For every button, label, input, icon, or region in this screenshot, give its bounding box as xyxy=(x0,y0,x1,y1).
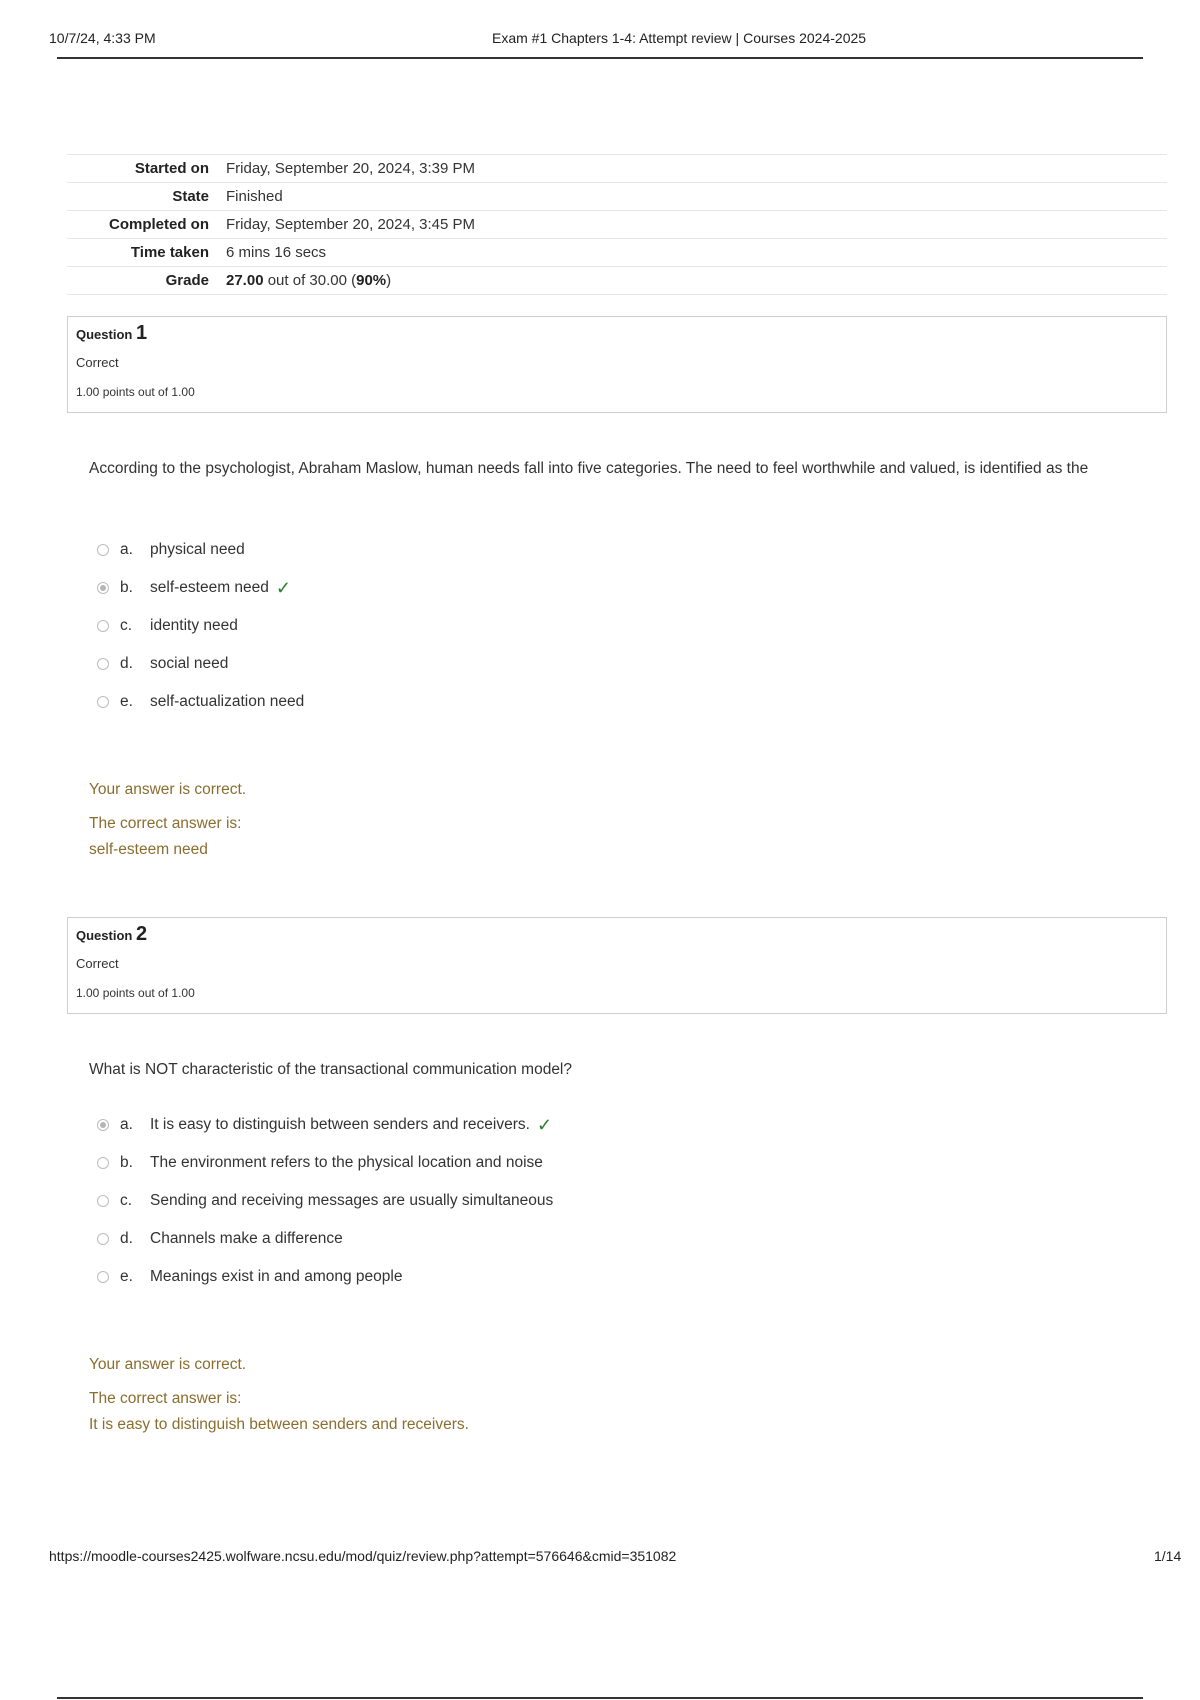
option-letter: c. xyxy=(120,617,133,634)
summary-row-time-taken xyxy=(67,238,1167,266)
option-letter: d. xyxy=(120,1230,133,1247)
print-title: Exam #1 Chapters 1-4: Attempt review | Courses 2024-2025 xyxy=(492,30,867,46)
correct-answer-value: It is easy to distinguish between senders and receivers. xyxy=(89,1416,469,1433)
radio-button-selected[interactable] xyxy=(97,582,109,594)
option-text: Sending and receiving messages are usually simultaneous xyxy=(150,1192,554,1209)
summary-label: Started on xyxy=(134,160,209,177)
radio-button[interactable] xyxy=(97,1233,109,1245)
option-text: physical need xyxy=(150,541,245,558)
option-letter: b. xyxy=(120,1154,133,1171)
answer-option[interactable] xyxy=(97,531,997,569)
grade-score: 27.00 xyxy=(226,272,264,289)
radio-button[interactable] xyxy=(97,1195,109,1207)
answer-option[interactable] xyxy=(97,607,997,645)
option-letter: e. xyxy=(120,693,133,710)
summary-row-started-on xyxy=(67,154,1167,182)
summary-value: Friday, September 20, 2024, 3:39 PM xyxy=(226,160,476,177)
option-letter: a. xyxy=(120,1116,133,1133)
question-number xyxy=(76,322,147,345)
option-letter: e. xyxy=(120,1268,133,1285)
option-text: identity need xyxy=(150,617,238,634)
grade-out-of: out of 30.00 xyxy=(267,272,347,289)
page-url: https://moodle-courses2425.wolfware.ncsu.edu/mod/quiz/review.php?attempt=576646&cmid=351082 xyxy=(49,1548,677,1564)
summary-label: State xyxy=(172,188,209,205)
option-text: Channels make a difference xyxy=(150,1230,343,1247)
option-text: self-actualization need xyxy=(150,693,305,710)
answer-options xyxy=(97,1106,997,1296)
question-number-value: 2 xyxy=(135,923,148,945)
header-divider xyxy=(57,57,1143,59)
grade-value: 27.00 out of 30.00 (90%) xyxy=(226,272,392,289)
print-footer xyxy=(0,1548,1200,1578)
attempt-summary-table xyxy=(67,154,1167,295)
option-letter: a. xyxy=(120,541,133,558)
option-text: The environment refers to the physical location and noise xyxy=(150,1154,543,1171)
question-grade: 1.00 points out of 1.00 xyxy=(76,385,195,399)
answer-option[interactable] xyxy=(97,1182,997,1220)
check-icon: ✓ xyxy=(275,578,291,598)
question-number-value: 1 xyxy=(135,322,148,344)
radio-button[interactable] xyxy=(97,1271,109,1283)
feedback-general: Your answer is correct. xyxy=(89,781,247,798)
question-state: Correct xyxy=(76,355,119,370)
page-bottom-divider xyxy=(57,1697,1143,1699)
print-date: 10/7/24, 4:33 PM xyxy=(49,30,156,46)
feedback-general: Your answer is correct. xyxy=(89,1356,247,1373)
question-number xyxy=(76,923,147,946)
summary-row-state xyxy=(67,182,1167,210)
answer-option[interactable] xyxy=(97,569,997,607)
option-text: social need xyxy=(150,655,229,672)
radio-button[interactable] xyxy=(97,620,109,632)
summary-row-completed-on xyxy=(67,210,1167,238)
question-text: What is NOT characteristic of the transactional communication model? xyxy=(89,1061,572,1078)
correct-answer-label: The correct answer is: xyxy=(89,815,242,832)
radio-button[interactable] xyxy=(97,544,109,556)
question-grade: 1.00 points out of 1.00 xyxy=(76,986,195,1000)
option-text: Meanings exist in and among people xyxy=(150,1268,403,1285)
check-icon: ✓ xyxy=(536,1115,553,1135)
summary-value: Friday, September 20, 2024, 3:45 PM xyxy=(226,216,476,233)
option-letter: b. xyxy=(120,579,133,596)
page-number: 1/14 xyxy=(1154,1548,1182,1564)
answer-option[interactable] xyxy=(97,645,997,683)
radio-button-selected[interactable] xyxy=(97,1119,109,1131)
answer-option[interactable] xyxy=(97,1144,997,1182)
summary-label: Completed on xyxy=(109,216,209,233)
answer-option[interactable] xyxy=(97,1106,997,1144)
option-letter: c. xyxy=(120,1192,133,1209)
answer-option[interactable] xyxy=(97,1258,997,1296)
question-state: Correct xyxy=(76,956,119,971)
question-info-box xyxy=(67,917,1167,1014)
option-text: It is easy to distinguish between senders and receivers. xyxy=(150,1116,530,1133)
grade-percent: 90% xyxy=(356,272,387,289)
summary-value: 6 mins 16 secs xyxy=(226,244,327,261)
radio-button[interactable] xyxy=(97,1157,109,1169)
correct-answer-label: The correct answer is: xyxy=(89,1390,242,1407)
question-feedback xyxy=(89,1352,989,1438)
question-feedback xyxy=(89,777,989,863)
question-text: According to the psychologist, Abraham Maslow, human needs fall into five categories. The need to feel worthwhile and valued, is identified as the xyxy=(89,460,1089,477)
radio-button[interactable] xyxy=(97,658,109,670)
correct-answer-value: self-esteem need xyxy=(89,841,208,858)
answer-option[interactable] xyxy=(97,1220,997,1258)
answer-option[interactable] xyxy=(97,683,997,721)
question-info-box xyxy=(67,316,1167,413)
print-header xyxy=(0,0,1200,60)
summary-row-grade xyxy=(67,266,1167,295)
question-label: Question xyxy=(76,928,133,943)
radio-button[interactable] xyxy=(97,696,109,708)
option-text: self-esteem need xyxy=(150,579,269,596)
question-label: Question xyxy=(76,327,133,342)
summary-value: Finished xyxy=(226,188,283,205)
summary-label: Grade xyxy=(165,272,209,289)
option-letter: d. xyxy=(120,655,133,672)
answer-options xyxy=(97,531,997,721)
summary-label: Time taken xyxy=(130,244,209,261)
